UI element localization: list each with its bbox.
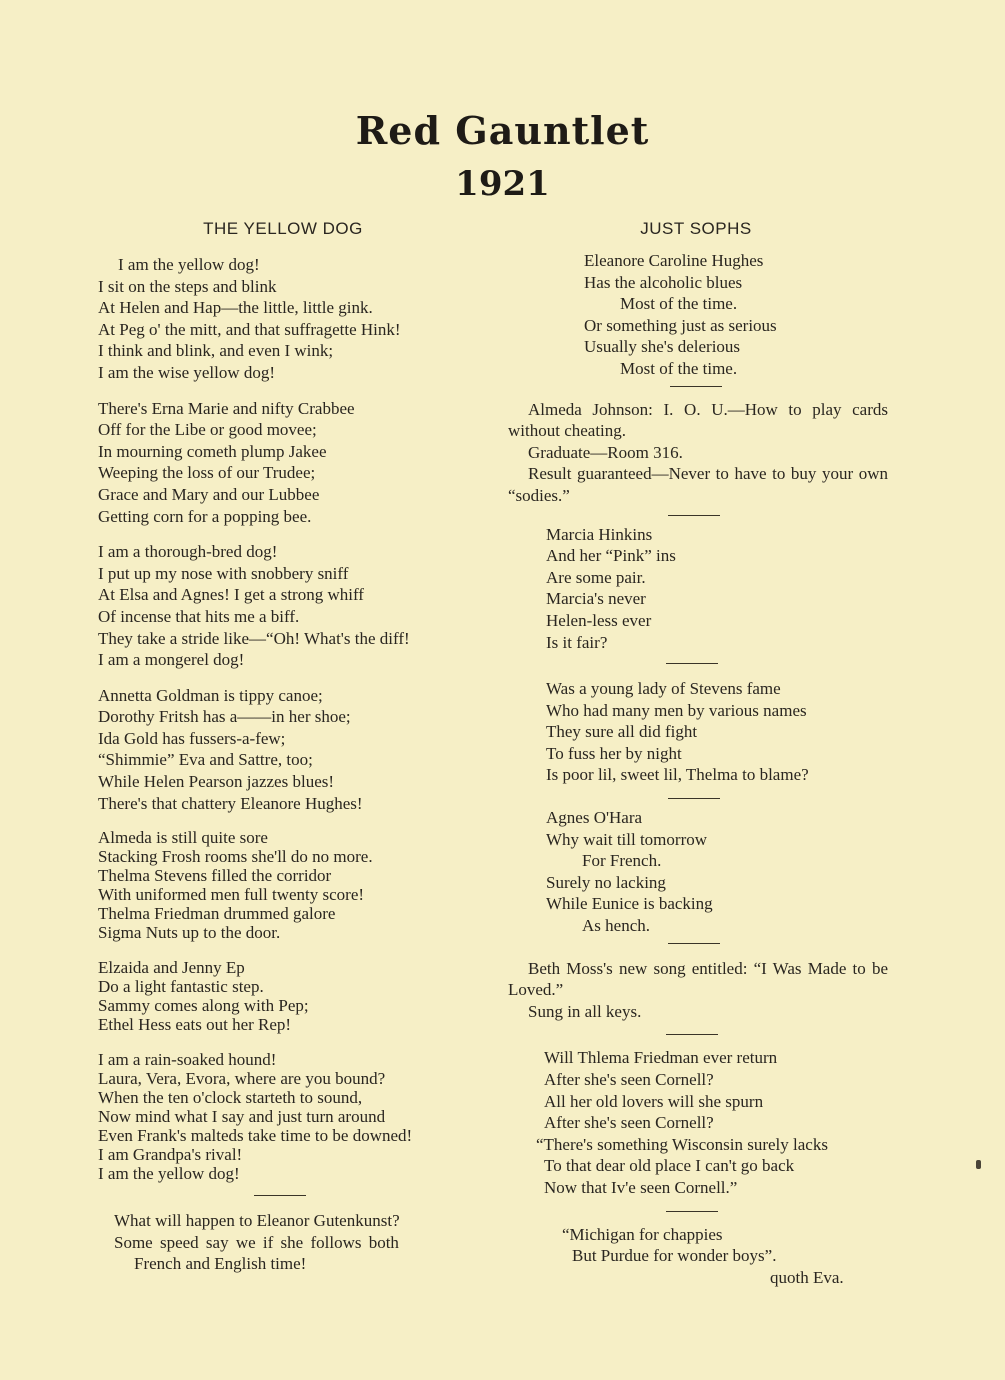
verse-line: Was a young lady of Stevens fame <box>546 679 781 699</box>
verse-line: What will happen to Eleanor Gutenkunst? <box>114 1211 400 1231</box>
verse-line: In mourning cometh plump Jakee <box>98 441 327 461</box>
agnes-verse <box>508 807 888 937</box>
yellow-dog-column <box>98 218 478 1287</box>
verse-line: There's Erna Marie and nifty Crabbee <box>98 398 355 418</box>
attribution: quoth Eva. <box>770 1267 844 1287</box>
verse-line: With uniformed men full twenty score! <box>98 885 365 905</box>
verse-line: After she's seen Cornell? <box>544 1113 714 1133</box>
masthead-year: 1921 <box>455 164 550 204</box>
verse-line: I am a thorough-bred dog! <box>98 542 278 562</box>
verse-line: Marcia Hinkins <box>546 524 653 544</box>
verse-line: They take a stride like—“Oh! What's the diff! <box>98 628 410 648</box>
verse-line: While Helen Pearson jazzes blues! <box>98 772 335 792</box>
stanza-7 <box>98 1050 478 1183</box>
masthead-title: Red Gauntlet <box>355 108 650 153</box>
prose-line: Graduate—Room 316. <box>528 442 683 462</box>
verse-line: “Shimmie” Eva and Sattre, too; <box>98 750 313 770</box>
verse-line: Stacking Frosh rooms she'll do no more. <box>98 847 373 867</box>
verse-line: They sure all did fight <box>546 722 698 742</box>
verse-line: Or something just as serious <box>584 315 777 335</box>
verse-line: At Peg o' the mitt, and that suffragette Hink! <box>98 319 401 339</box>
stanza-3 <box>98 541 478 671</box>
verse-line: While Eunice is backing <box>546 894 713 914</box>
verse-line: Why wait till tomorrow <box>546 829 708 849</box>
divider-rule <box>254 1195 306 1196</box>
divider-rule <box>666 663 718 664</box>
verse-line: I am a rain-soaked hound! <box>98 1050 277 1070</box>
verse-line: Dorothy Fritsh has a——in her shoe; <box>98 707 351 727</box>
cornell-verse <box>508 1047 888 1198</box>
verse-line: I am a mongerel dog! <box>98 650 245 670</box>
almeda-entry <box>508 399 888 507</box>
divider-rule <box>668 798 720 799</box>
stevens-verse <box>508 678 888 786</box>
michigan-verse <box>508 1224 888 1289</box>
verse-line: Is poor lil, sweet lil, Thelma to blame? <box>546 765 809 785</box>
verse-line: I am Grandpa's rival! <box>98 1145 243 1165</box>
verse-line: Ethel Hess eats out her Rep! <box>98 1015 292 1035</box>
verse-line: Even Frank's malteds take time to be downed! <box>98 1126 413 1146</box>
verse-line: “Michigan for chappies <box>562 1224 723 1244</box>
just-sophs-column <box>508 218 888 1300</box>
verse-line: To that dear old place I can't go back <box>544 1156 795 1176</box>
verse-line: Agnes O'Hara <box>546 808 643 828</box>
verse-line: After she's seen Cornell? <box>544 1070 714 1089</box>
verse-line: Almeda is still quite sore <box>98 828 268 848</box>
stanza-6 <box>98 958 478 1034</box>
verse-line: Eleanore Caroline Hughes <box>584 251 764 270</box>
prose-line: Sung in all keys. <box>528 1001 642 1021</box>
verse-line: As hench. <box>582 916 650 936</box>
prose-line: Result guaranteed—Never to have to buy your own “sodies.” <box>508 464 888 505</box>
marcia-verse <box>508 524 888 654</box>
verse-line: Surely no lacking <box>546 872 666 892</box>
hughes-verse <box>508 250 888 380</box>
verse-line: Has the alcoholic blues <box>584 272 743 292</box>
verse-line: Off for the Libe or good movee; <box>98 420 317 440</box>
verse-line: I am the wise yellow dog! <box>98 362 276 382</box>
verse-line: Is it fair? <box>546 632 608 652</box>
verse-line: There's that chattery Eleanore Hughes! <box>98 793 363 813</box>
verse-line: Most of the time. <box>620 358 738 378</box>
verse-line: Weeping the loss of our Trudee; <box>98 463 316 483</box>
verse-line: “There's something Wisconsin surely lacks <box>536 1134 828 1154</box>
verse-line: Will Thlema Friedman ever return <box>544 1048 778 1068</box>
verse-line: Elzaida and Jenny Ep <box>98 958 245 978</box>
verse-line: Who had many men by various names <box>546 700 807 720</box>
verse-line: Sammy comes along with Pep; <box>98 996 309 1016</box>
verse-line: Helen-less ever <box>546 610 652 630</box>
prose-line: Beth Moss's new song entitled: “I Was Made to be Loved.” <box>508 958 888 1000</box>
verse-line: I put up my nose with snobbery sniff <box>98 563 349 583</box>
masthead <box>0 108 1005 206</box>
verse-line: Most of the time. <box>620 294 738 314</box>
verse-line: Annetta Goldman is tippy canoe; <box>98 685 323 705</box>
verse-line: But Purdue for wonder boys”. <box>572 1246 777 1266</box>
verse-line: Some speed say we if she follows both <box>114 1232 399 1252</box>
verse-line: Laura, Vera, Evora, where are you bound? <box>98 1069 386 1089</box>
divider-rule <box>670 386 722 387</box>
verse-line: I am the yellow dog! <box>118 255 260 274</box>
verse-line: Marcia's never <box>546 589 646 609</box>
ink-speck <box>976 1160 981 1169</box>
stanza-4 <box>98 685 478 815</box>
verse-line: At Helen and Hap—the little, little gink. <box>98 298 373 318</box>
verse-line: Of incense that hits me a biff. <box>98 606 300 626</box>
verse-line: And her “Pink” ins <box>546 546 676 566</box>
moss-entry <box>508 958 888 1023</box>
verse-line: Usually she's delerious <box>584 337 741 357</box>
stanza-1 <box>98 254 478 384</box>
verse-line: Sigma Nuts up to the door. <box>98 923 281 943</box>
divider-rule <box>666 1034 718 1035</box>
verse-line: Ida Gold has fussers-a-few; <box>98 728 286 748</box>
just-sophs-heading: JUST SOPHS <box>640 219 752 238</box>
verse-line: I sit on the steps and blink <box>98 276 277 296</box>
verse-line: Do a light fantastic step. <box>98 977 264 997</box>
verse-line: French and English time! <box>134 1254 307 1274</box>
stanza-2 <box>98 398 478 528</box>
verse-line: I think and blink, and even I wink; <box>98 341 334 361</box>
yellow-dog-heading: THE YELLOW DOG <box>203 219 363 238</box>
prose-line: Almeda Johnson: I. O. U.—How to play cards without cheating. <box>508 399 888 441</box>
divider-rule <box>666 1211 718 1212</box>
verse-line: All her old lovers will she spurn <box>544 1091 764 1111</box>
verse-line: Now that Iv'e seen Cornell.” <box>544 1177 738 1197</box>
divider-rule <box>668 515 720 516</box>
verse-line: I am the yellow dog! <box>98 1164 240 1184</box>
verse-line: Thelma Friedman drummed galore <box>98 904 336 924</box>
verse-line: At Elsa and Agnes! I get a strong whiff <box>98 585 364 605</box>
verse-line: When the ten o'clock starteth to sound, <box>98 1088 363 1108</box>
gutenkunst-verse <box>98 1210 478 1275</box>
verse-line: Grace and Mary and our Lubbee <box>98 484 320 504</box>
verse-line: Getting corn for a popping bee. <box>98 506 312 526</box>
divider-rule <box>668 943 720 944</box>
verse-line: Thelma Stevens filled the corridor <box>98 866 332 886</box>
verse-line: Now mind what I say and just turn around <box>98 1107 386 1127</box>
stanza-5 <box>98 828 478 942</box>
verse-line: To fuss her by night <box>546 743 682 763</box>
verse-line: Are some pair. <box>546 567 646 587</box>
verse-line: For French. <box>582 851 662 871</box>
